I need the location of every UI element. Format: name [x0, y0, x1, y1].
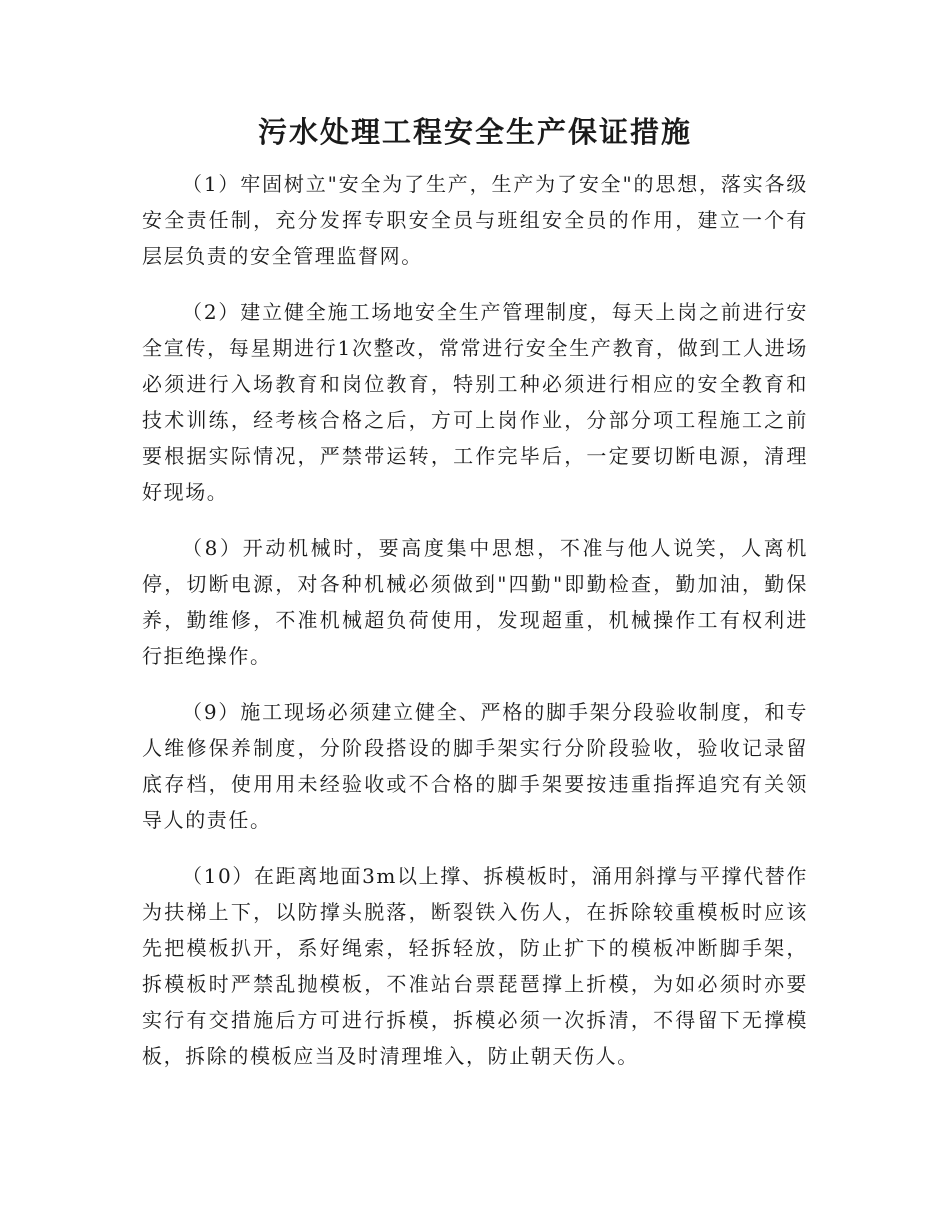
paragraph-2: （2）建立健全施工场地安全生产管理制度，每天上岗之前进行安全宣传，每星期进行1次整改，常常进行安全生产教育，做到工人进场必须进行入场教育和岗位教育，特别工种必须进行相应的安全教育和技术训练，经考核合格之后，方可上岗作业，分部分项工程施工之前要根据实际情况，严禁带运转，工作完毕后，一定要切断电源，清理好现场。 [142, 300, 808, 504]
document-title: 污水处理工程安全生产保证措施 [257, 115, 692, 149]
paragraph-10: （10）在距离地面3m以上撑、拆模板时，涌用斜撑与平撑代替作为扶梯上下，以防撑头脱落，断裂铁入伤人，在拆除较重模板时应该先把模板扒开，系好绳索，轻拆轻放，防止扩下的模板冲断脚手架，拆模板时严禁乱抛模板，不准站台票琵琶撑上折模，为如必须时亦要实行有交措施后方可进行拆模，拆模必须一次拆清，不得留下无撑模板，拆除的模板应当及时清理堆入，防止朝天伤人。 [142, 864, 808, 1068]
paragraph-9: （9）施工现场必须建立健全、严格的脚手架分段验收制度，和专人维修保养制度，分阶段搭设的脚手架实行分阶段验收，验收记录留底存档，使用用未经验收或不合格的脚手架要按违重指挥追究有关领导人的责任。 [142, 700, 808, 832]
paragraph-8: （8）开动机械时，要高度集中思想，不准与他人说笑，人离机停，切断电源，对各种机械必须做到"四勤"即勤检查，勤加油，勤保养，勤维修，不准机械超负荷使用，发现超重，机械操作工有权利进行拒绝操作。 [142, 536, 808, 668]
paragraph-1: （1）牢固树立"安全为了生产，生产为了安全"的思想，落实各级安全责任制，充分发挥专职安全员与班组安全员的作用，建立一个有层层负责的安全管理监督网。 [142, 172, 808, 268]
